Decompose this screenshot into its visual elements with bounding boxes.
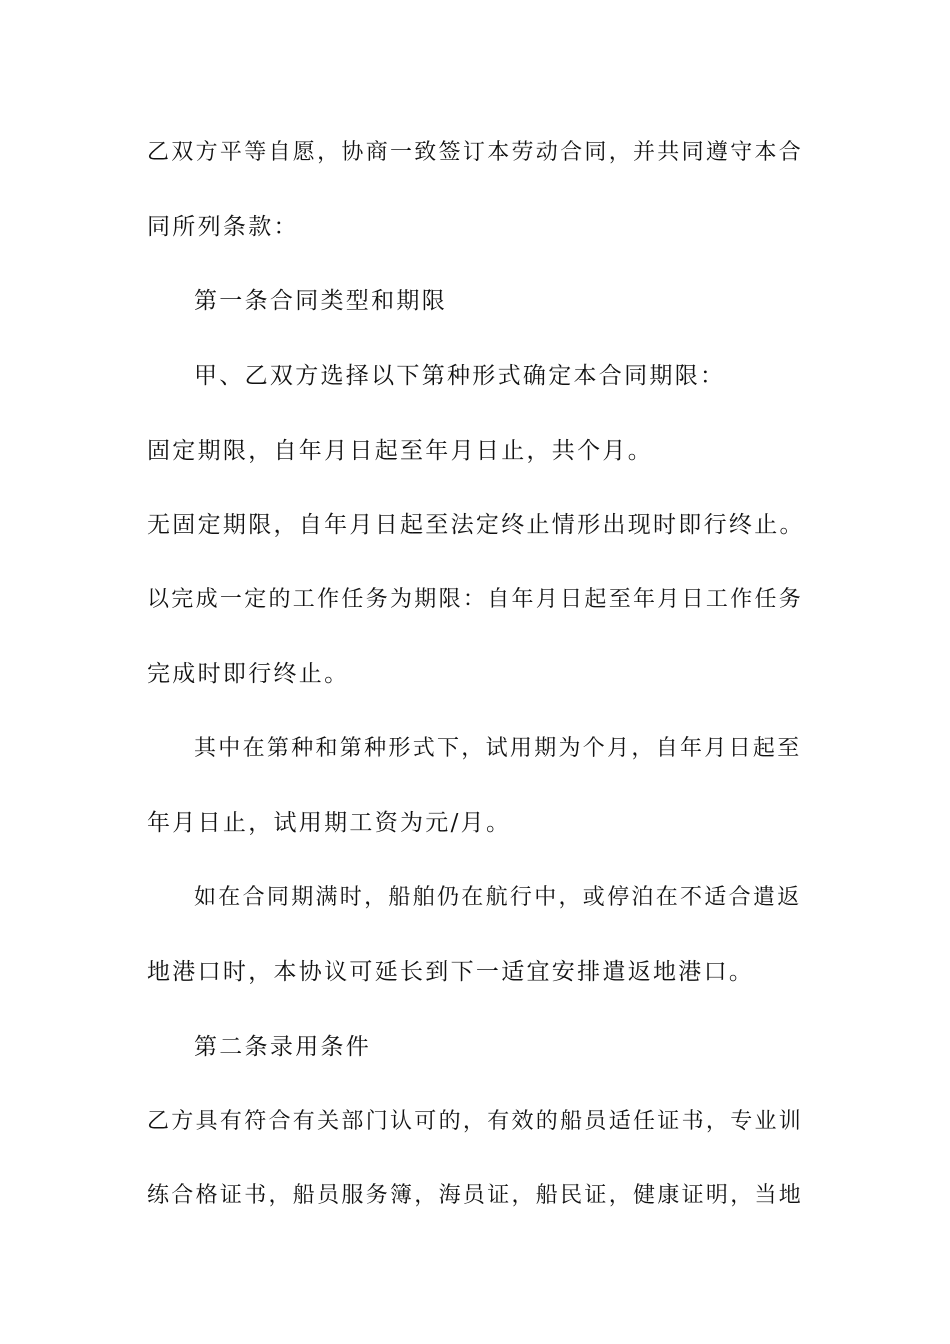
paragraph-line: 完成时即行终止。 (147, 661, 350, 687)
paragraph-line: 如在合同期满时，船舶仍在航行中，或停泊在不适合遣返 (194, 885, 802, 910)
paragraph-line: 同所列条款： (147, 214, 299, 240)
paragraph-line: 地港口时，本协议可延长到下一适宜安排遣返地港口。 (147, 959, 755, 985)
option-line: 无固定期限，自年月日起至法定终止情形出现时即行终止。 (147, 512, 805, 538)
paragraph-line: 练合格证书，船员服务簿，海员证，船民证，健康证明，当地 (147, 1183, 804, 1208)
option-line: 以完成一定的工作任务为期限：自年月日起至年月日工作任务 (147, 587, 804, 612)
paragraph-line: 其中在第种和第种形式下，试用期为个月，自年月日起至 (194, 736, 802, 761)
paragraph-line: 甲、乙双方选择以下第种形式确定本合同期限： (194, 363, 726, 389)
section-heading: 第二条录用条件 (194, 1034, 372, 1060)
paragraph-line: 年月日止，试用期工资为元/月。 (147, 810, 512, 836)
section-heading: 第一条合同类型和期限 (194, 288, 447, 314)
option-line: 固定期限，自年月日起至年月日止，共个月。 (147, 438, 653, 464)
paragraph-line: 乙双方平等自愿，协商一致签订本劳动合同，并共同遵守本合 (147, 140, 804, 165)
paragraph-line: 乙方具有符合有关部门认可的，有效的船员适任证书，专业训 (147, 1109, 804, 1134)
